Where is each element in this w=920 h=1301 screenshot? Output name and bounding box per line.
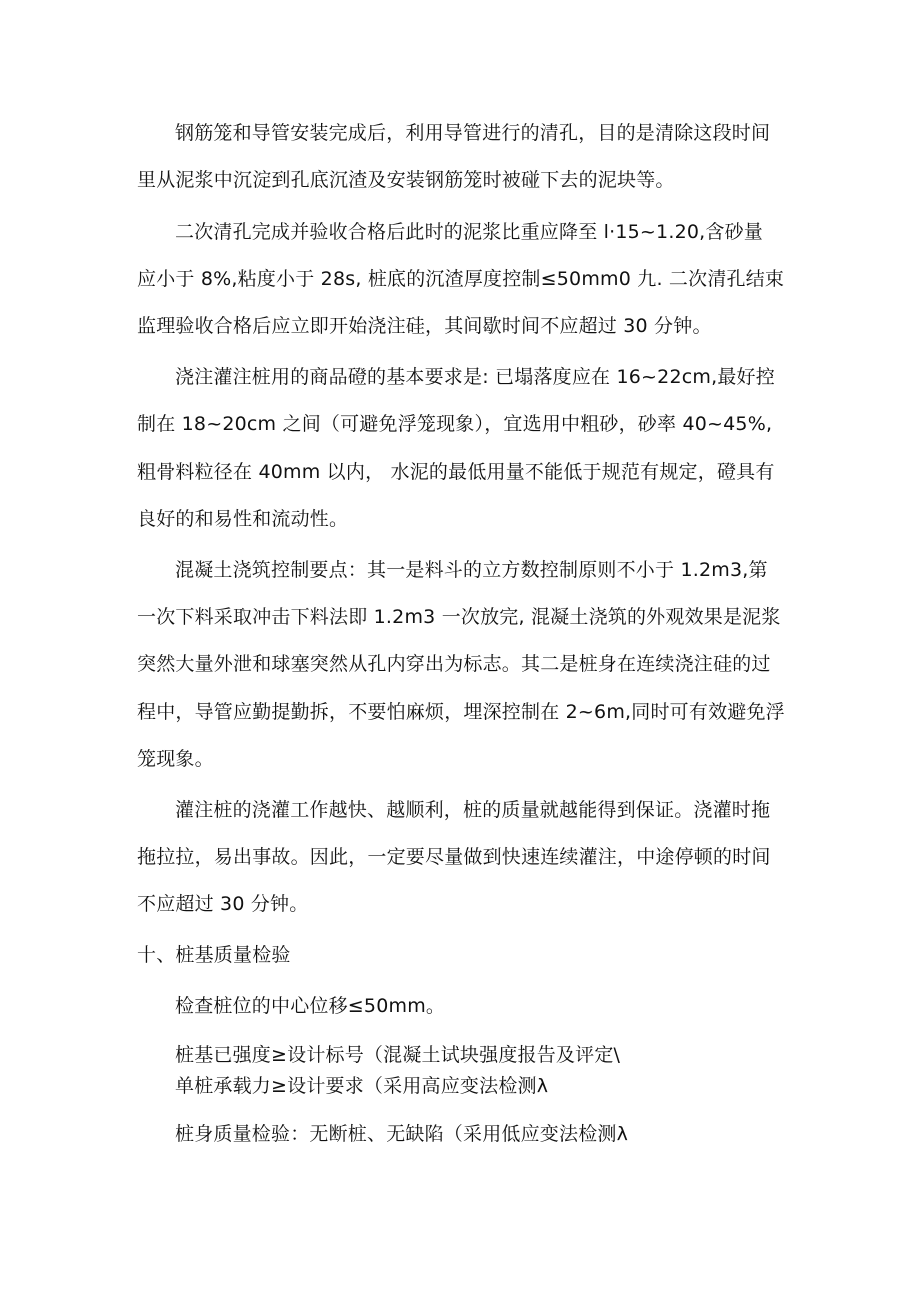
section-heading: 十、桩基质量检验: [137, 944, 291, 966]
paragraph-4-line-4: 程中，导管应勤提勤拆，不要怕麻烦，埋深控制在 2~6m,同时可有效避免浮: [137, 701, 785, 723]
paragraph-3-line-1: 浇注灌注桩用的商品磴的基本要求是: 已塌落度应在 16~22cm,最好控: [175, 366, 775, 388]
paragraph-2-line-2: 应小于 8%,粘度小于 28s, 桩底的沉渣厚度控制≤50mm0 九. 二次清孔结束: [137, 268, 785, 290]
paragraph-4-line-1: 混凝土浇筑控制要点：其一是料斗的立方数控制原则不小于 1.2m3,第: [175, 559, 768, 581]
paragraph-4-line-2: 一次下料采取冲击下料法即 1.2m3 一次放完, 混凝土浇筑的外观效果是泥浆: [137, 606, 781, 628]
paragraph-2-line-3: 监理验收合格后应立即开始浇注硅，其间歇时间不应超过 30 分钟。: [137, 315, 712, 337]
paragraph-3-line-4: 良好的和易性和流动性。: [137, 508, 349, 530]
inspection-item-1: 检查桩位的中心位移≤50mm。: [175, 995, 446, 1017]
paragraph-2-line-1: 二次清孔完成并验收合格后此时的泥浆比重应降至 l·15~1.20,含砂量: [175, 221, 764, 243]
inspection-item-2: 桩基已强度≥设计标号（混凝土试块强度报告及评定\: [175, 1044, 621, 1066]
paragraph-1-line-1: 钢筋笼和导管安装完成后，利用导管进行的清孔，目的是清除这段时间: [175, 122, 771, 144]
paragraph-5-line-2: 拖拉拉，易出事故。因此，一定要尽量做到快速连续灌注，中途停顿的时间: [137, 846, 771, 868]
paragraph-4-line-5: 笼现象。: [137, 748, 214, 770]
paragraph-1-line-2: 里从泥浆中沉淀到孔底沉渣及安装钢筋笼时被碰下去的泥块等。: [137, 169, 675, 191]
paragraph-4-line-3: 突然大量外泄和球塞突然从孔内穿出为标志。其二是桩身在连续浇注硅的过: [137, 653, 771, 675]
inspection-item-4: 桩身质量检验：无断桩、无缺陷（采用低应变法检测λ: [175, 1123, 629, 1145]
paragraph-5-line-3: 不应超过 30 分钟。: [137, 893, 309, 915]
paragraph-3-line-2: 制在 18~20cm 之间（可避免浮笼现象），宜选用中粗砂，砂率 40~45%,: [137, 413, 773, 435]
paragraph-3-line-3: 粗骨料粒径在 40mm 以内， 水泥的最低用量不能低于规范有规定，磴具有: [137, 461, 775, 483]
inspection-item-3: 单桩承载力≥设计要求（采用高应变法检测λ: [175, 1075, 549, 1097]
paragraph-5-line-1: 灌注桩的浇灌工作越快、越顺利，桩的质量就越能得到保证。浇灌时拖: [175, 799, 771, 821]
